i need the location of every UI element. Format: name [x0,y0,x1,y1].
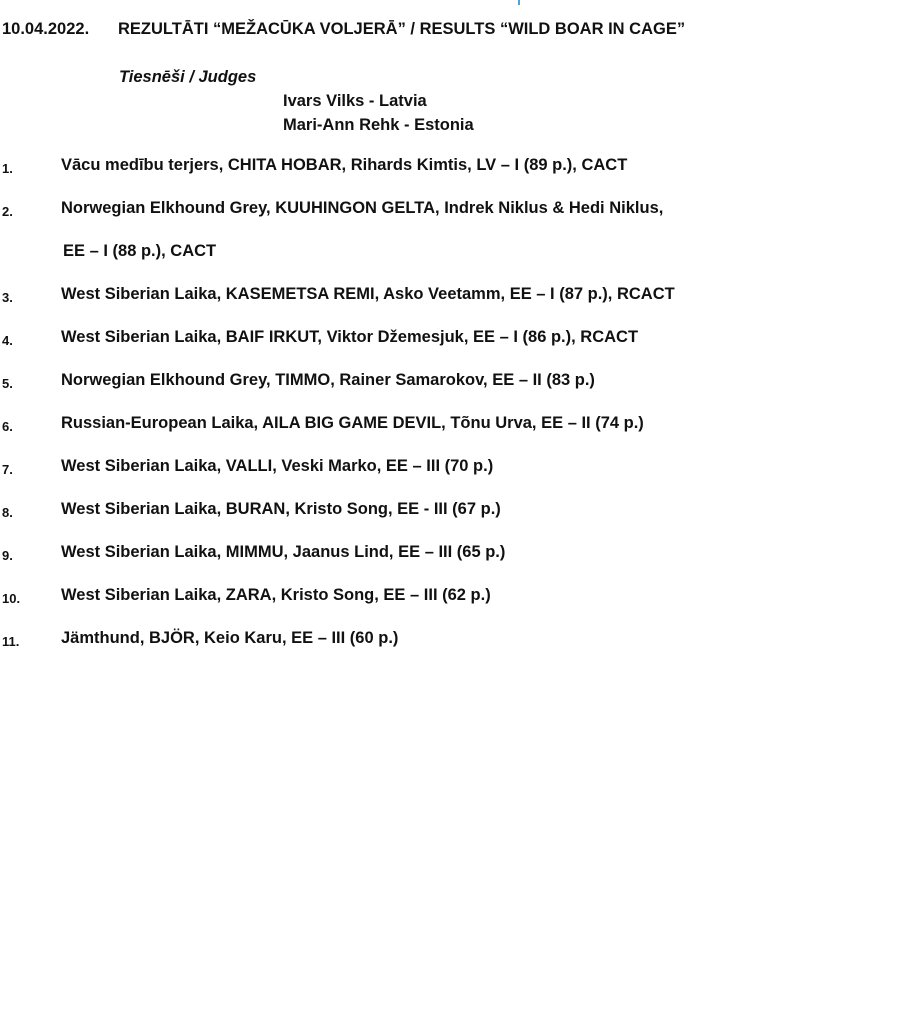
result-number: 4. [2,333,13,348]
result-entry [0,543,914,586]
results-list [0,156,914,672]
result-number: 6. [2,419,13,434]
result-entry [0,586,914,629]
result-text: West Siberian Laika, ZARA, Kristo Song, EE – III (62 p.) [61,586,491,604]
result-text: Vācu medību terjers, CHITA HOBAR, Rihards Kimtis, LV – I (89 p.), CACT [61,156,628,174]
result-number: 3. [2,290,13,305]
result-entry [0,457,914,500]
judge-name: Mari-Ann Rehk - Estonia [283,116,474,134]
result-entry [0,156,914,199]
result-text: Norwegian Elkhound Grey, KUUHINGON GELTA, Indrek Niklus & Hedi Niklus, [61,199,664,217]
document-header [2,20,685,39]
result-number: 5. [2,376,13,391]
result-text: Russian-European Laika, AILA BIG GAME DEVIL, Tõnu Urva, EE – II (74 p.) [61,414,644,432]
result-text-continuation: EE – I (88 p.), CACT [63,242,217,260]
result-number: 9. [2,548,13,563]
result-entry [0,629,914,672]
result-number: 1. [2,161,13,176]
result-text: Norwegian Elkhound Grey, TIMMO, Rainer Samarokov, EE – II (83 p.) [61,371,595,389]
result-number: 11. [2,634,20,649]
result-text: West Siberian Laika, BURAN, Kristo Song, EE - III (67 p.) [61,500,501,518]
document-title: REZULTĀTI “MEŽACŪKA VOLJERĀ” / RESULTS “WILD BOAR IN CAGE” [118,20,686,38]
event-date: 10.04.2022. [2,20,90,38]
result-entry [0,199,914,285]
result-entry [0,328,914,371]
judges-label: Tiesnēši / Judges [119,68,257,86]
result-number: 7. [2,462,13,477]
result-number: 2. [2,204,13,219]
result-entry [0,371,914,414]
judge-name: Ivars Vilks - Latvia [283,92,427,110]
result-text: West Siberian Laika, MIMMU, Jaanus Lind, EE – III (65 p.) [61,543,506,561]
result-entry [0,414,914,457]
result-entry [0,285,914,328]
result-number: 8. [2,505,13,520]
result-text: West Siberian Laika, KASEMETSA REMI, Asko Veetamm, EE – I (87 p.), RCACT [61,285,675,303]
result-text: West Siberian Laika, BAIF IRKUT, Viktor Džemesjuk, EE – I (86 p.), RCACT [61,328,639,346]
result-text: Jämthund, BJÖR, Keio Karu, EE – III (60 p.) [61,629,399,647]
result-number: 10. [2,591,21,606]
result-entry [0,500,914,543]
result-text: West Siberian Laika, VALLI, Veski Marko, EE – III (70 p.) [61,457,494,475]
top-edge-mark [518,0,520,5]
